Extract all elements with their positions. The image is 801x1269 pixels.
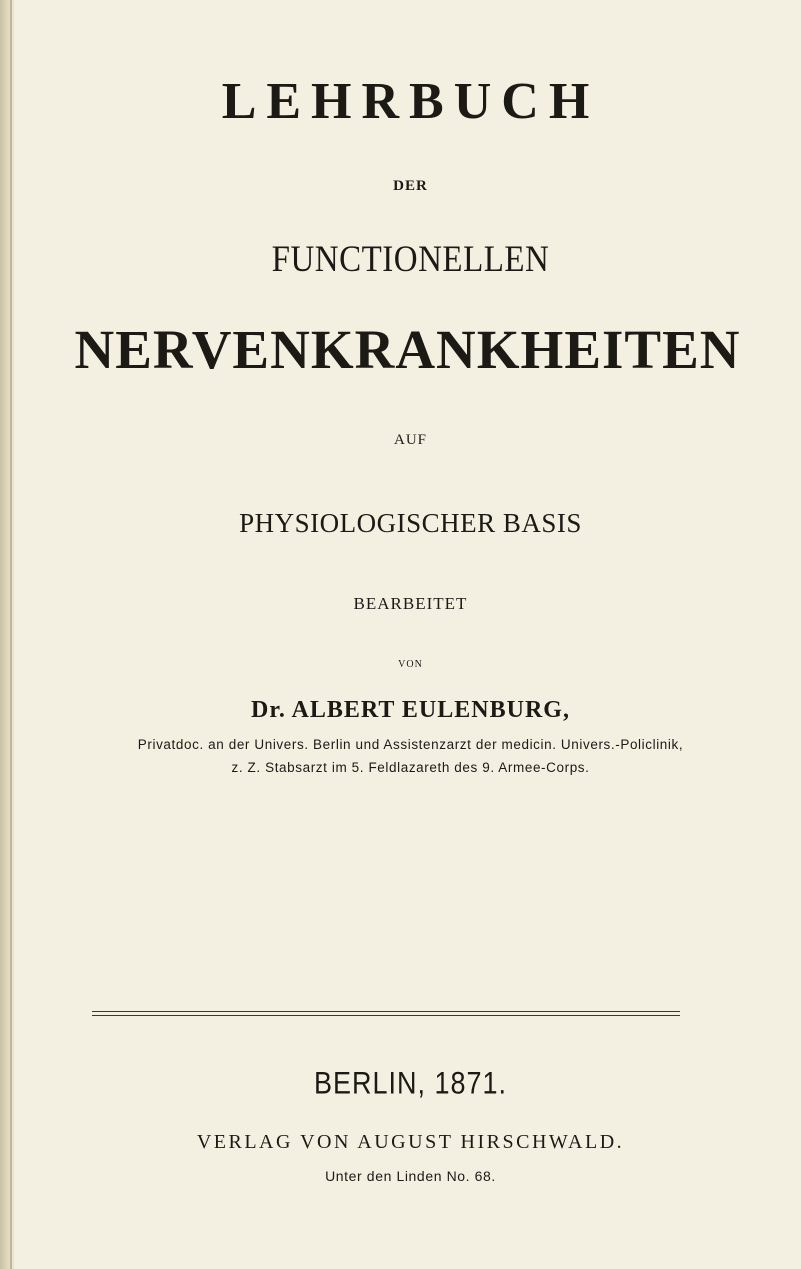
- author-affiliation-line-1: Privatdoc. an der Univers. Berlin und Assistenzarzt der medicin. Univers.-Policlinik,: [137, 737, 684, 752]
- imprint-publisher: VERLAG VON AUGUST HIRSCHWALD.: [196, 1131, 625, 1153]
- title-adjective: FUNCTIONELLEN: [271, 239, 550, 281]
- by-label: VON: [398, 659, 423, 670]
- author-affiliation-line-2: z. Z. Stabsarzt im 5. Feldlazareth des 9. Armee-Corps.: [231, 760, 590, 775]
- imprint-address: Unter den Linden No. 68.: [325, 1168, 496, 1184]
- book-title: LEHRBUCH: [221, 73, 600, 130]
- double-rule-divider: [92, 1011, 680, 1016]
- page-binding-edge: [0, 0, 14, 1269]
- edited-label: BEARBEITET: [353, 594, 468, 613]
- title-basis: PHYSIOLOGISCHER BASIS: [239, 508, 582, 538]
- title-preposition: AUF: [393, 432, 427, 448]
- title-article: DER: [393, 178, 428, 194]
- author-name: Dr. ALBERT EULENBURG,: [251, 697, 570, 723]
- imprint-city-year: BERLIN, 1871.: [313, 1065, 508, 1101]
- title-subject: NERVENKRANKHEITEN: [74, 319, 741, 380]
